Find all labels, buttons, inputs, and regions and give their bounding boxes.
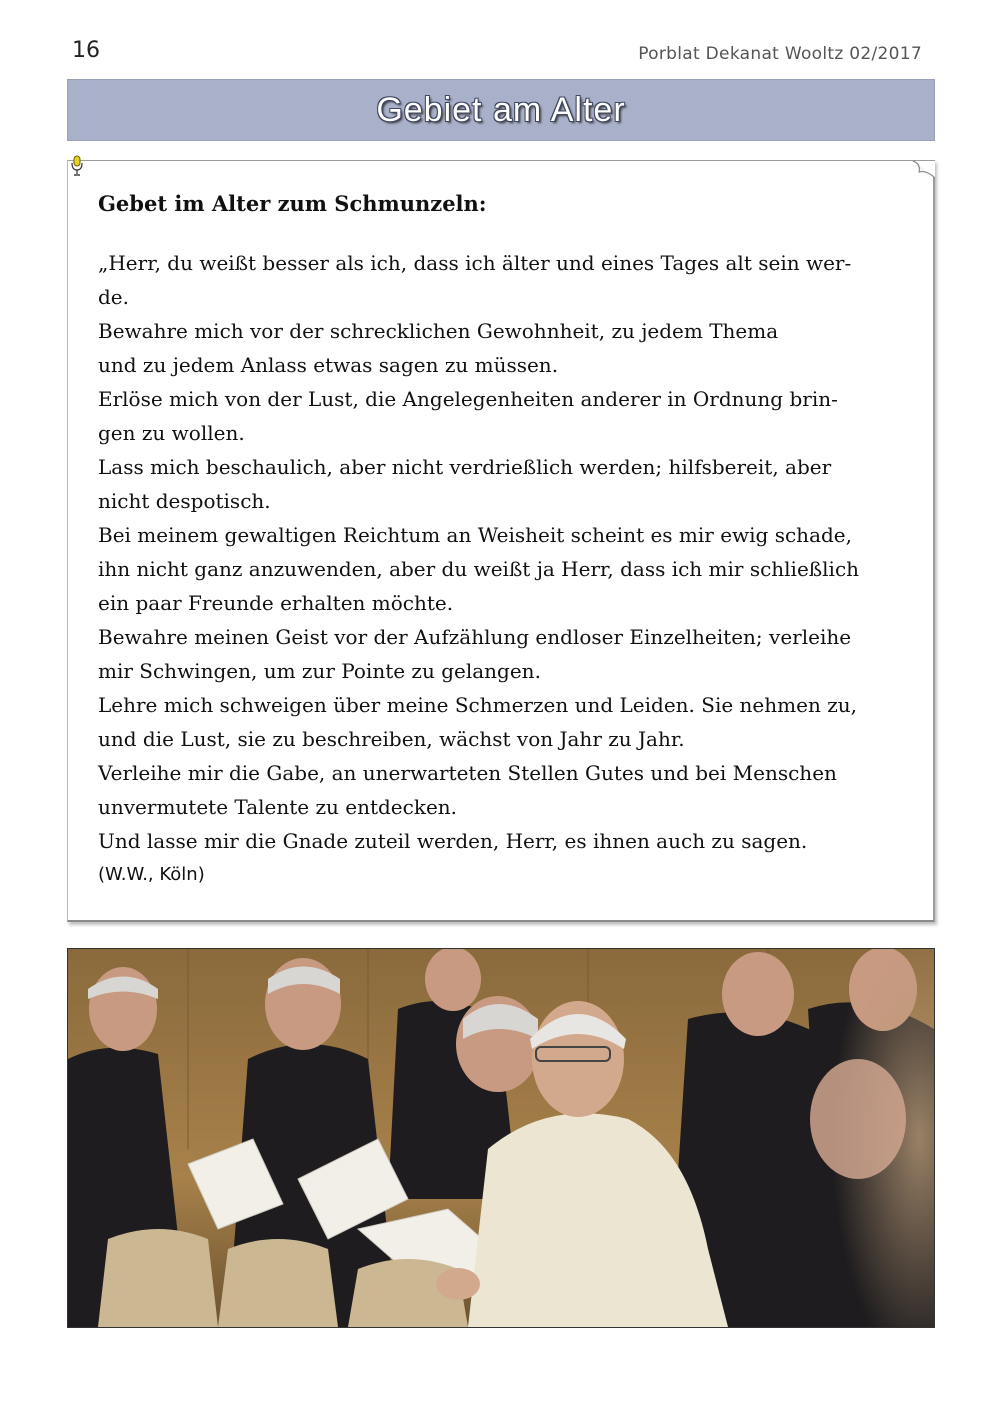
prayer-heading: Gebet im Alter zum Schmunzeln: xyxy=(98,191,487,216)
prayer-note-box xyxy=(67,160,935,922)
prayer-line: nicht despotisch. xyxy=(98,489,271,513)
prayer-line: Bewahre meinen Geist vor der Aufzählung endloser Einzelheiten; verleihe xyxy=(98,625,852,649)
prayer-line: gen zu wollen. xyxy=(98,421,245,445)
prayer-line: Bei meinem gewaltigen Reichtum an Weisheit scheint es mir ewig schade, xyxy=(98,523,852,547)
section-title-bar xyxy=(67,79,935,141)
prayer-line: Lass mich beschaulich, aber nicht verdrießlich werden; hilfsbereit, aber xyxy=(98,455,832,479)
prayer-source: (W.W., Köln) xyxy=(98,864,205,885)
page-curl-icon xyxy=(909,160,935,178)
prayer-line: Lehre mich schweigen über meine Schmerzen und Leiden. Sie nehmen zu, xyxy=(98,693,857,717)
prayer-line: de. xyxy=(98,285,129,309)
prayer-line: Verleihe mir die Gabe, an unerwarteten Stellen Gutes und bei Menschen xyxy=(98,761,837,785)
photo-of-clergy-praying-with-booklets-icon xyxy=(68,949,934,1327)
prayer-line: mir Schwingen, um zur Pointe zu gelangen. xyxy=(98,659,541,683)
prayer-line: ein paar Freunde erhalten möchte. xyxy=(98,591,454,615)
prayer-content xyxy=(98,183,918,892)
prayer-text xyxy=(98,246,918,858)
prayer-line: und die Lust, sie zu beschreiben, wächst von Jahr zu Jahr. xyxy=(98,727,685,751)
publication-info: Porblat Dekanat Wooltz 02/2017 xyxy=(638,44,922,64)
prayer-line: und zu jedem Anlass etwas sagen zu müssen. xyxy=(98,353,559,377)
section-title: Gebiet am Alter xyxy=(376,90,626,129)
microphone-icon xyxy=(70,155,84,177)
prayer-line: Bewahre mich vor der schrecklichen Gewohnheit, zu jedem Thema xyxy=(98,319,779,343)
page-number: 16 xyxy=(72,38,100,63)
prayer-line: Erlöse mich von der Lust, die Angelegenheiten anderer in Ordnung brin- xyxy=(98,387,838,411)
prayer-line: ihn nicht ganz anzuwenden, aber du weißt ja Herr, dass ich mir schließlich xyxy=(98,557,860,581)
prayer-line: unvermutete Talente zu entdecken. xyxy=(98,795,458,819)
clergy-photo xyxy=(67,948,935,1328)
prayer-line: Und lasse mir die Gnade zuteil werden, Herr, es ihnen auch zu sagen. xyxy=(98,829,808,853)
prayer-line: „Herr, du weißt besser als ich, dass ich älter und eines Tages alt sein wer- xyxy=(98,251,852,275)
